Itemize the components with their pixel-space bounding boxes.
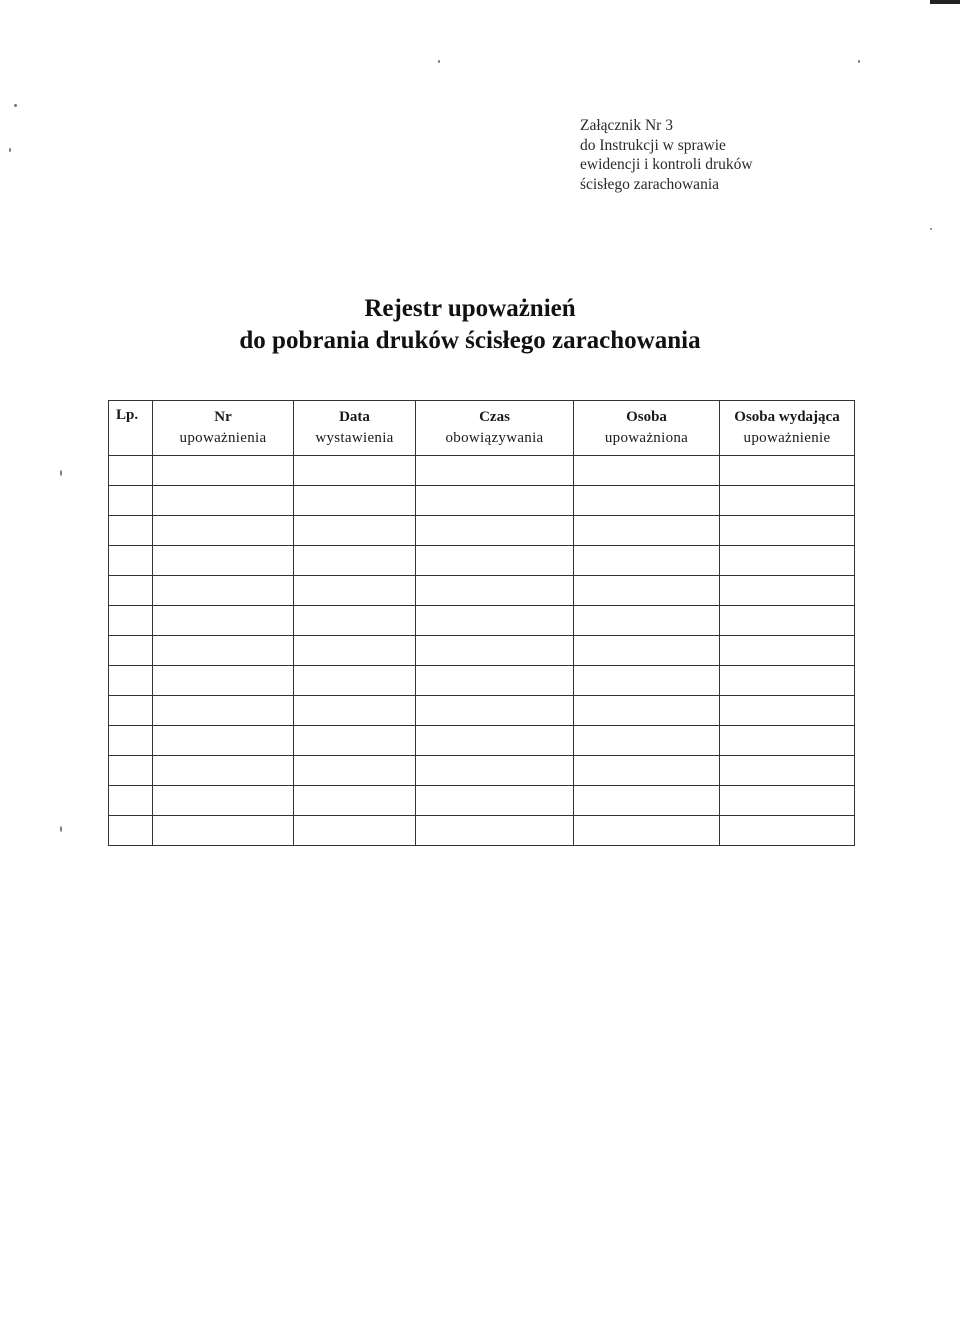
scan-speck — [60, 470, 62, 476]
cell-validity — [416, 606, 574, 636]
cell-issue-date — [294, 816, 416, 846]
cell-issuing-person — [720, 546, 855, 576]
table-row — [109, 666, 855, 696]
cell-issue-date — [294, 726, 416, 756]
cell-authorized-person — [574, 666, 720, 696]
table-header-row — [109, 401, 855, 456]
scan-speck — [438, 60, 440, 63]
table-row — [109, 516, 855, 546]
header-issuing-person — [720, 401, 855, 456]
header-number — [153, 401, 294, 456]
cell-lp — [109, 546, 153, 576]
cell-issue-date — [294, 666, 416, 696]
table-row — [109, 786, 855, 816]
register-body — [109, 456, 855, 846]
annex-line-2: do Instrukcji w sprawie — [580, 136, 726, 154]
cell-validity — [416, 486, 574, 516]
header-number-line-1: Nr — [214, 409, 232, 425]
cell-issue-date — [294, 756, 416, 786]
cell-lp — [109, 696, 153, 726]
cell-number — [153, 486, 294, 516]
header-issuing-person-line-1: Osoba wydająca — [734, 409, 840, 425]
cell-lp — [109, 606, 153, 636]
cell-issuing-person — [720, 726, 855, 756]
cell-number — [153, 516, 294, 546]
cell-lp — [109, 576, 153, 606]
cell-issuing-person — [720, 516, 855, 546]
cell-issue-date — [294, 486, 416, 516]
cell-number — [153, 666, 294, 696]
table-row — [109, 756, 855, 786]
cell-authorized-person — [574, 516, 720, 546]
cell-authorized-person — [574, 696, 720, 726]
cell-lp — [109, 816, 153, 846]
cell-authorized-person — [574, 636, 720, 666]
cell-issue-date — [294, 456, 416, 486]
cell-number — [153, 696, 294, 726]
cell-validity — [416, 696, 574, 726]
cell-issuing-person — [720, 666, 855, 696]
cell-lp — [109, 456, 153, 486]
table-row — [109, 726, 855, 756]
cell-lp — [109, 756, 153, 786]
header-authorized-person-line-1: Osoba — [626, 409, 667, 425]
cell-authorized-person — [574, 756, 720, 786]
annex-header — [580, 116, 840, 194]
table-row — [109, 546, 855, 576]
cell-lp — [109, 786, 153, 816]
cell-issue-date — [294, 576, 416, 606]
cell-issue-date — [294, 696, 416, 726]
scan-speck — [60, 826, 62, 832]
cell-validity — [416, 726, 574, 756]
cell-issuing-person — [720, 486, 855, 516]
scan-speck — [14, 104, 17, 107]
cell-lp — [109, 666, 153, 696]
cell-issuing-person — [720, 756, 855, 786]
cell-authorized-person — [574, 726, 720, 756]
cell-authorized-person — [574, 486, 720, 516]
header-validity-line-2: obowiązywania — [445, 430, 544, 446]
annex-line-3: ewidencji i kontroli druków — [580, 156, 753, 173]
table-row — [109, 606, 855, 636]
cell-lp — [109, 636, 153, 666]
cell-issuing-person — [720, 636, 855, 666]
cell-issue-date — [294, 786, 416, 816]
table-row — [109, 816, 855, 846]
register-table — [108, 400, 855, 846]
cell-validity — [416, 816, 574, 846]
cell-authorized-person — [574, 606, 720, 636]
cell-issuing-person — [720, 456, 855, 486]
cell-issue-date — [294, 546, 416, 576]
header-issuing-person-line-2: upoważnienie — [743, 430, 831, 446]
scan-speck — [9, 148, 11, 152]
cell-lp — [109, 486, 153, 516]
header-issue-date-line-1: Data — [339, 409, 370, 425]
cell-issuing-person — [720, 606, 855, 636]
annex-line-4: ścisłego zarachowania — [580, 175, 720, 193]
cell-number — [153, 456, 294, 486]
cell-validity — [416, 516, 574, 546]
header-authorized-person-line-2: upoważniona — [604, 430, 689, 446]
cell-number — [153, 576, 294, 606]
table-row — [109, 636, 855, 666]
header-validity-line-1: Czas — [479, 409, 510, 425]
document-title — [0, 293, 940, 357]
cell-validity — [416, 756, 574, 786]
cell-validity — [416, 546, 574, 576]
cell-lp — [109, 726, 153, 756]
header-validity — [416, 401, 574, 456]
header-issue-date-line-2: wystawienia — [315, 430, 394, 446]
title-line-2: do pobrania druków ścisłego zarachowania — [239, 327, 701, 354]
title-line-1: Rejestr upoważnień — [364, 295, 576, 322]
cell-number — [153, 636, 294, 666]
cell-issue-date — [294, 636, 416, 666]
cell-authorized-person — [574, 786, 720, 816]
cell-authorized-person — [574, 816, 720, 846]
cell-issuing-person — [720, 696, 855, 726]
cell-authorized-person — [574, 456, 720, 486]
cell-number — [153, 546, 294, 576]
cell-number — [153, 816, 294, 846]
cell-issuing-person — [720, 576, 855, 606]
annex-line-1: Załącznik Nr 3 — [580, 117, 673, 134]
cell-issuing-person — [720, 816, 855, 846]
scan-speck — [858, 60, 860, 63]
cell-number — [153, 756, 294, 786]
header-number-line-2: upoważnienia — [179, 430, 267, 446]
table-row — [109, 486, 855, 516]
cell-validity — [416, 576, 574, 606]
table-row — [109, 456, 855, 486]
scan-speck — [930, 228, 932, 230]
cell-authorized-person — [574, 546, 720, 576]
cell-validity — [416, 786, 574, 816]
cell-lp — [109, 516, 153, 546]
header-lp — [109, 401, 153, 456]
header-lp-label: Lp. — [116, 407, 139, 423]
scan-speck — [930, 0, 960, 4]
cell-authorized-person — [574, 576, 720, 606]
cell-number — [153, 606, 294, 636]
cell-number — [153, 726, 294, 756]
cell-issue-date — [294, 516, 416, 546]
header-issue-date — [294, 401, 416, 456]
header-authorized-person — [574, 401, 720, 456]
table-row — [109, 696, 855, 726]
cell-validity — [416, 636, 574, 666]
cell-number — [153, 786, 294, 816]
cell-issuing-person — [720, 786, 855, 816]
cell-validity — [416, 666, 574, 696]
cell-issue-date — [294, 606, 416, 636]
cell-validity — [416, 456, 574, 486]
table-row — [109, 576, 855, 606]
